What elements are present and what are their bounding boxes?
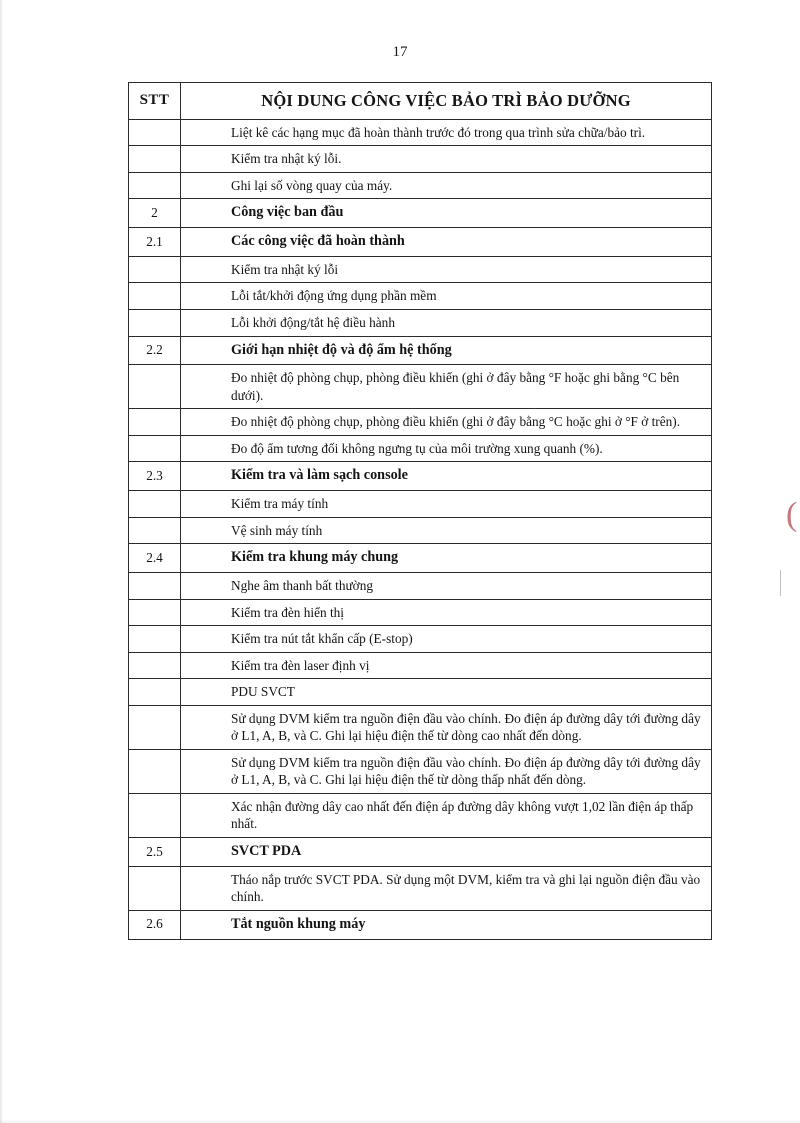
row-content: Tháo nắp trước SVCT PDA. Sử dụng một DVM, kiểm tra và ghi lại nguồn điện đầu vào chính. [181,866,712,910]
table-row [129,866,712,910]
row-content: Giới hạn nhiệt độ và độ ẩm hệ thống [181,336,712,365]
row-content: Đo nhiệt độ phòng chụp, phòng điều khiển (ghi ở đây bằng °C hoặc ghi ở °F ở trên). [181,409,712,436]
table-row [129,679,712,706]
row-content: Sử dụng DVM kiểm tra nguồn điện đầu vào chính. Đo điện áp đường dây tới đường dây ở L1, A, B, và C. Ghi lại hiệu điện thế từ dòng thấp nhất đến dòng. [181,749,712,793]
row-stt: 2.3 [129,462,181,491]
row-stt [129,309,181,336]
red-pen-mark: ( [786,496,798,533]
table-row [129,435,712,462]
row-content: Đo nhiệt độ phòng chụp, phòng điều khiển (ghi ở đây bằng °F hoặc ghi bằng °C bên dưới). [181,365,712,409]
margin-tick-mark [780,570,785,596]
row-content: PDU SVCT [181,679,712,706]
table-row [129,517,712,544]
row-content: Đo độ ẩm tương đối không ngưng tụ của môi trường xung quanh (%). [181,435,712,462]
row-content: Kiểm tra nút tắt khẩn cấp (E-stop) [181,626,712,653]
maintenance-table-body [129,83,712,940]
table-row [129,749,712,793]
table-row [129,199,712,228]
row-stt [129,409,181,436]
row-content: Ghi lại số vòng quay của máy. [181,172,712,199]
table-row [129,336,712,365]
row-content: Kiểm tra đèn laser định vị [181,652,712,679]
row-content: Kiểm tra đèn hiển thị [181,599,712,626]
row-content: Xác nhận đường dây cao nhất đến điện áp đường dây không vượt 1,02 lần điện áp thấp nhất. [181,793,712,837]
row-stt [129,256,181,283]
row-content: Các công việc đã hoàn thành [181,228,712,257]
table-row [129,838,712,867]
row-stt [129,573,181,600]
row-content: Liệt kê các hạng mục đã hoàn thành trước đó trong qua trình sửa chữa/bảo trì. [181,119,712,146]
table-row [129,119,712,146]
maintenance-table [128,82,712,940]
table-row [129,491,712,518]
row-stt [129,793,181,837]
row-content: Lỗi khởi động/tắt hệ điều hành [181,309,712,336]
table-header-row [129,83,712,120]
table-row [129,365,712,409]
row-stt [129,283,181,310]
row-content: Vệ sinh máy tính [181,517,712,544]
maintenance-table-container [128,82,711,940]
row-stt [129,652,181,679]
table-row [129,409,712,436]
row-stt [129,679,181,706]
row-stt [129,365,181,409]
row-content: Kiểm tra khung máy chung [181,544,712,573]
row-stt: 2.6 [129,910,181,939]
table-row [129,309,712,336]
row-content: Kiểm tra và làm sạch console [181,462,712,491]
row-content: Kiểm tra nhật ký lỗi. [181,146,712,173]
table-row [129,462,712,491]
table-row [129,652,712,679]
row-stt [129,435,181,462]
table-row [129,283,712,310]
table-row [129,626,712,653]
table-row [129,910,712,939]
row-stt [129,517,181,544]
table-row [129,228,712,257]
row-stt: 2.2 [129,336,181,365]
table-row [129,544,712,573]
row-stt [129,626,181,653]
scan-edge-shadow-left [0,0,3,1123]
row-stt: 2.4 [129,544,181,573]
table-row [129,256,712,283]
table-row [129,172,712,199]
row-content: Tắt nguồn khung máy [181,910,712,939]
table-row [129,573,712,600]
table-row [129,146,712,173]
row-stt [129,146,181,173]
table-row [129,599,712,626]
column-header-stt: STT [129,83,181,120]
row-stt [129,749,181,793]
row-stt: 2.1 [129,228,181,257]
row-content: Nghe âm thanh bất thường [181,573,712,600]
row-stt [129,119,181,146]
row-stt [129,491,181,518]
row-stt [129,599,181,626]
row-stt [129,866,181,910]
row-content: Kiểm tra nhật ký lỗi [181,256,712,283]
row-stt: 2 [129,199,181,228]
row-content: Kiểm tra máy tính [181,491,712,518]
page-number: 17 [392,44,408,60]
row-content: SVCT PDA [181,838,712,867]
row-stt [129,172,181,199]
table-row [129,793,712,837]
row-stt [129,705,181,749]
row-content: Lỗi tắt/khởi động ứng dụng phần mềm [181,283,712,310]
row-content: Công việc ban đầu [181,199,712,228]
row-stt: 2.5 [129,838,181,867]
row-content: Sử dụng DVM kiểm tra nguồn điện đầu vào chính. Đo điện áp đường dây tới đường dây ở L1, A, B, và C. Ghi lại hiệu điện thế từ dòng cao nhất đến dòng. [181,705,712,749]
table-row [129,705,712,749]
column-header-content: NỘI DUNG CÔNG VIỆC BẢO TRÌ BẢO DƯỠNG [181,83,712,120]
